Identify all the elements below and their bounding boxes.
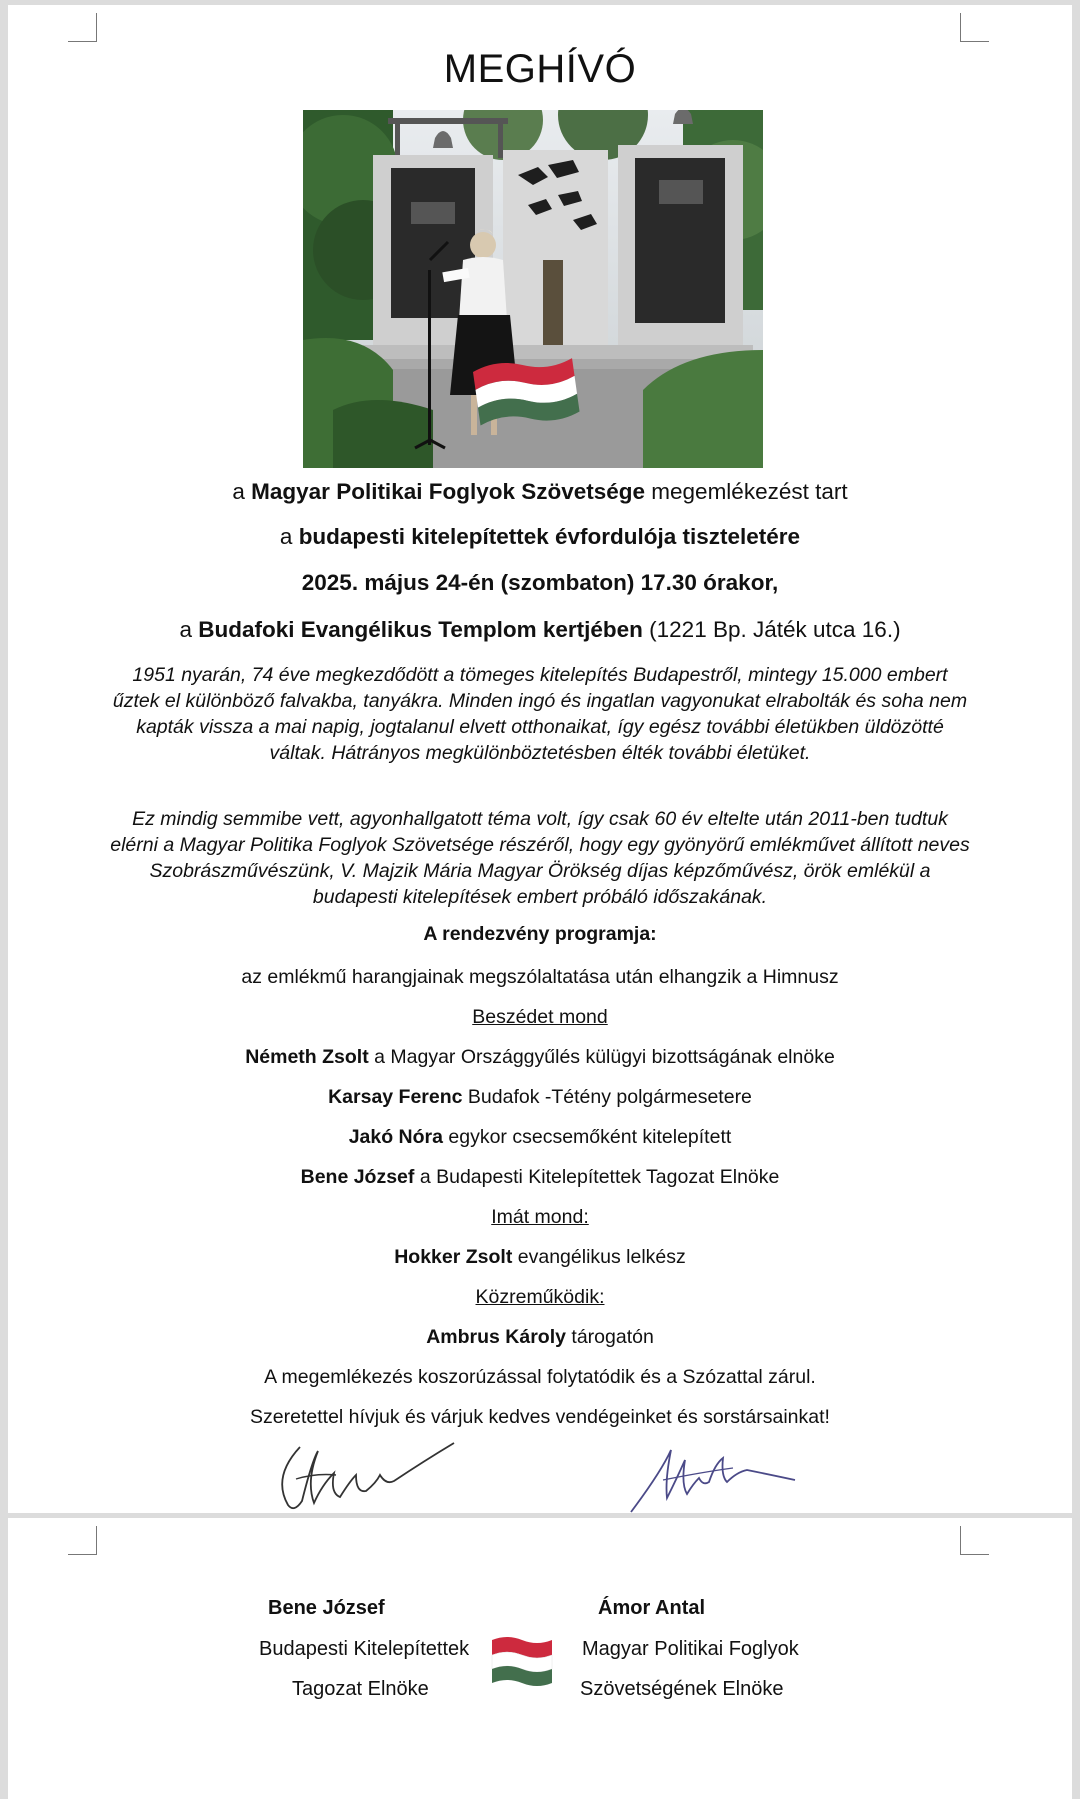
memorial-photo (303, 110, 763, 468)
program-line: az emlékmű harangjainak megszólaltatása után elhangzik a Himnusz (241, 966, 839, 988)
date-time-line: 2025. május 24-én (szombaton) 17.30 órakor, (301, 570, 779, 595)
occasion-line: a budapesti kitelepítettek évfordulója tiszteletére (279, 524, 801, 549)
signer-left-title-2: Tagozat Elnöke (292, 1678, 429, 1700)
signer-left-title-1: Budapesti Kitelepítettek (259, 1638, 470, 1660)
hungarian-flag-icon (490, 1636, 554, 1686)
prayer-item: Hokker Zsolt evangélikus lelkész (394, 1246, 686, 1268)
signer-left-name: Bene József (268, 1597, 385, 1619)
speaker-item: Németh Zsolt a Magyar Országgyűlés külügyi bizottságának elnöke (245, 1046, 835, 1068)
contrib-item: Ambrus Károly tárogatón (426, 1326, 654, 1348)
page-corner-mark (68, 13, 97, 42)
signer-right-title-1: Magyar Politikai Foglyok (582, 1638, 799, 1660)
welcome-line: Szeretettel hívjuk és várjuk kedves vendégeinket és sorstársainkat! (250, 1406, 830, 1428)
program-heading: A rendezvény programja: (423, 923, 657, 945)
closing-line: A megemlékezés koszorúzással folytatódik és a Szózattal zárul. (264, 1366, 816, 1388)
page-corner-mark (68, 1526, 97, 1555)
speaker-item: Karsay Ferenc Budafok -Tétény polgármesetere (328, 1086, 752, 1108)
memorial-paragraph: Ez mindig semmibe vett, agyonhallgatott téma volt, így csak 60 év eltelte után 2011-ben tudtuk elérni a Magyar Politika Foglyok Szövetsége részéről, hogy egy gyönyörű emlékművet állított neves Szobrászművészünk, V. Majzik Mária Magyar Örökség díjas képzőművész, örök emlékül a budapesti kitelepítések embert próbáló időszakának. (110, 808, 970, 908)
speaker-item: Jakó Nóra egykor csecsemőként kitelepített (348, 1126, 732, 1148)
prayer-heading: Imát mond: (491, 1206, 589, 1228)
signature-right (623, 1440, 823, 1513)
history-paragraph: 1951 nyarán, 74 éve megkezdődött a tömeges kitelepítés Budapestről, mintegy 15.000 embert űztek el különböző falvakba, tanyákra. Minden ingó és ingatlan vagyonukat elrabolták és soha nem kapták vissza a mai napig, jogtalanul elvett otthonaikat, így egész további életükben üldözötté váltak. Hátrányos megkülönböztetésben élték további életüket. (112, 664, 968, 764)
signer-right-name: Ámor Antal (598, 1597, 706, 1619)
venue-name: Budafoki Evangélikus Templom kertjében (198, 617, 643, 642)
organizer-line: a Magyar Politikai Foglyok Szövetsége megemlékezést tart (232, 479, 848, 504)
contrib-heading: Közreműködik: (475, 1286, 605, 1308)
signature-left (270, 1435, 470, 1513)
page-corner-mark (960, 13, 989, 42)
speakers-heading: Beszédet mond (472, 1006, 608, 1028)
document-page-1 (8, 5, 1072, 1513)
speaker-item: Bene József a Budapesti Kitelepítettek Tagozat Elnöke (300, 1166, 780, 1188)
signer-right-title-2: Szövetségének Elnöke (580, 1678, 784, 1700)
venue-line: a Budafoki Evangélikus Templom kertjében (1221 Bp. Játék utca 16.) (179, 617, 901, 642)
organizer-name: Magyar Politikai Foglyok Szövetsége (251, 479, 646, 504)
document-page-2 (8, 1518, 1072, 1799)
invitation-title: MEGHÍVÓ (443, 47, 637, 91)
page-corner-mark (960, 1526, 989, 1555)
